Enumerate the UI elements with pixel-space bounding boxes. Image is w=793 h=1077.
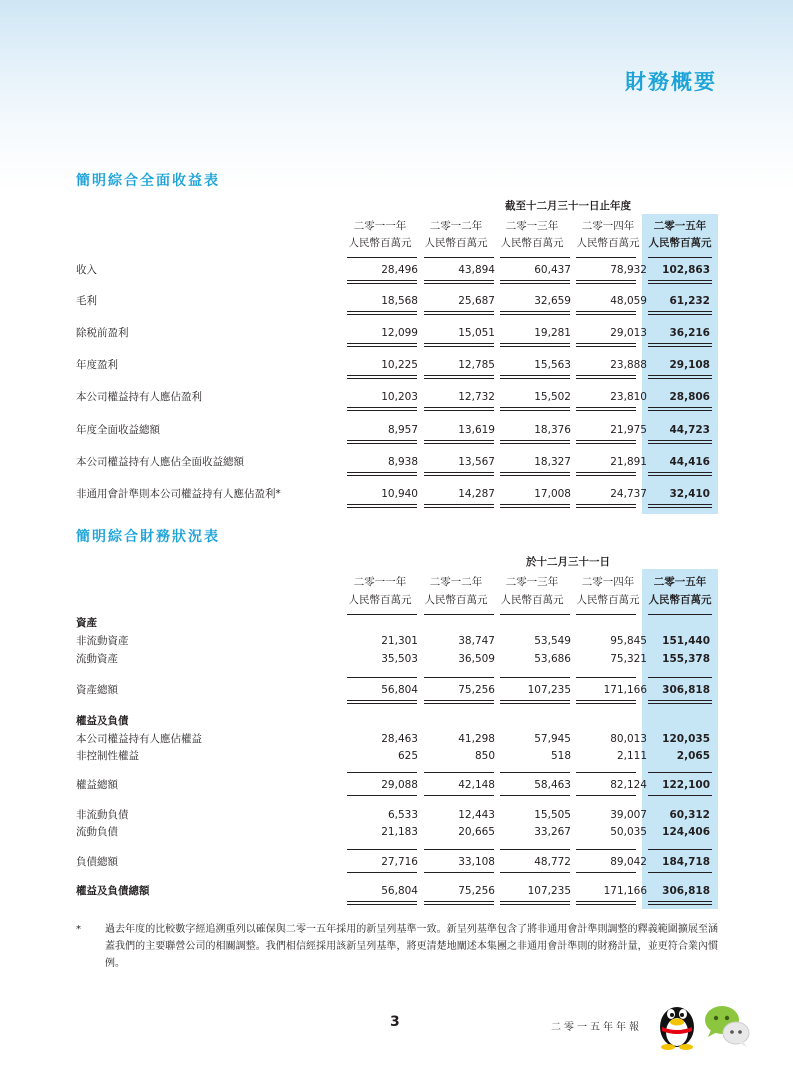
rule [347,677,417,678]
double-rule [648,504,712,508]
double-rule [500,700,570,704]
equity-liab-heading-row [76,714,718,728]
balance-section-title: 簡明綜合財務狀況表 [76,529,220,545]
income-period: 截至十二月三十一日止年度 [505,200,631,212]
year-2012: 二零一二年 [429,220,483,232]
table-row [76,652,718,666]
value-cell: 60,312 [669,809,710,821]
double-rule [347,504,417,508]
rule [648,772,712,773]
table-row [76,358,718,372]
value-cell: 53,686 [534,653,571,665]
page-title: 財務概要 [625,70,717,94]
double-rule [576,440,636,444]
unit-label: 人民幣百萬元 [576,594,640,606]
year-2013: 二零一三年 [505,576,559,588]
value-cell: 184,718 [662,856,710,868]
double-rule [648,280,712,284]
value-cell: 306,818 [662,885,710,897]
value-cell: 44,416 [669,456,710,468]
value-cell: 15,563 [534,359,571,371]
row-label: 非流動資產 [76,635,129,647]
value-cell: 25,687 [458,295,495,307]
value-cell: 18,568 [381,295,418,307]
table-row [76,487,718,501]
rule [648,614,712,615]
value-cell: 8,957 [387,424,418,436]
double-rule [500,440,570,444]
double-rule [648,440,712,444]
value-cell: 20,665 [458,826,495,838]
double-rule [424,343,494,347]
rule [424,872,494,873]
double-rule [424,504,494,508]
row-label: 毛利 [76,295,97,307]
row-label: 年度全面收益總額 [76,424,160,436]
rule [500,772,570,773]
value-cell: 19,281 [534,327,571,339]
table-row [76,634,718,648]
row-label: 權益總額 [76,779,118,791]
value-cell: 57,945 [534,733,571,745]
double-rule [424,700,494,704]
balance-year-header [76,575,718,589]
table-row [76,423,718,437]
income-year-header [76,219,718,233]
table-row [76,683,718,697]
value-cell: 39,007 [610,809,647,821]
value-cell: 28,496 [381,264,418,276]
value-cell: 75,256 [458,684,495,696]
row-label: 流動資產 [76,653,118,665]
value-cell: 44,723 [669,424,710,436]
double-rule [347,280,417,284]
year-2014: 二零一四年 [581,576,635,588]
double-rule [576,901,636,905]
value-cell: 29,013 [610,327,647,339]
table-row [76,294,718,308]
double-rule [648,901,712,905]
table-row [76,326,718,340]
value-cell: 21,301 [381,635,418,647]
value-cell: 28,806 [669,391,710,403]
double-rule [424,440,494,444]
row-label: 年度盈利 [76,359,118,371]
year-2011: 二零一一年 [353,576,407,588]
value-cell: 56,804 [381,885,418,897]
double-rule [500,504,570,508]
value-cell: 58,463 [534,779,571,791]
income-section-title: 簡明綜合全面收益表 [76,173,220,189]
table-row [76,263,718,277]
value-cell: 102,863 [662,264,710,276]
unit-label: 人民幣百萬元 [348,237,412,249]
rule [500,872,570,873]
value-cell: 23,888 [610,359,647,371]
double-rule [424,375,494,379]
value-cell: 53,549 [534,635,571,647]
rule [648,257,712,258]
table-row [76,884,718,898]
double-rule [500,901,570,905]
value-cell: 89,042 [610,856,647,868]
double-rule [347,901,417,905]
value-cell: 18,327 [534,456,571,468]
income-unit-header [76,236,718,250]
unit-label: 人民幣百萬元 [500,237,564,249]
unit-label: 人民幣百萬元 [500,594,564,606]
double-rule [424,280,494,284]
row-label: 負債總額 [76,856,118,868]
value-cell: 36,509 [458,653,495,665]
rule [347,614,417,615]
value-cell: 32,659 [534,295,571,307]
value-cell: 36,216 [669,327,710,339]
double-rule [500,375,570,379]
value-cell: 8,938 [387,456,418,468]
value-cell: 38,747 [458,635,495,647]
value-cell: 75,256 [458,885,495,897]
double-rule [500,311,570,315]
value-cell: 42,148 [458,779,495,791]
rule [347,849,417,850]
double-rule [500,407,570,411]
rule [347,795,417,796]
row-label: 除税前盈利 [76,327,129,339]
value-cell: 107,235 [527,684,571,696]
value-cell: 10,940 [381,488,418,500]
double-rule [576,472,636,476]
value-cell: 95,845 [610,635,647,647]
double-rule [576,407,636,411]
row-label: 權益及負債總額 [76,885,150,897]
value-cell: 21,975 [610,424,647,436]
value-cell: 41,298 [458,733,495,745]
double-rule [576,343,636,347]
value-cell: 625 [397,750,418,762]
row-label: 本公司權益持有人應佔全面收益總額 [76,456,244,468]
double-rule [347,440,417,444]
rule [424,257,494,258]
rule [648,677,712,678]
value-cell: 155,378 [662,653,710,665]
value-cell: 12,443 [458,809,495,821]
row-label: 非通用會計準則本公司權益持有人應佔盈利* [76,488,281,500]
value-cell: 124,406 [662,826,710,838]
row-label: 非控制性權益 [76,750,139,762]
value-cell: 35,503 [381,653,418,665]
double-rule [648,375,712,379]
unit-label: 人民幣百萬元 [424,594,488,606]
value-cell: 33,267 [534,826,571,838]
row-label: 本公司權益持有人應佔權益 [76,733,202,745]
rule [648,872,712,873]
unit-label: 人民幣百萬元 [348,594,412,606]
value-cell: 13,567 [458,456,495,468]
value-cell: 171,166 [603,885,647,897]
table-row [76,825,718,839]
double-rule [500,280,570,284]
wechat-icon [703,1003,751,1049]
rule [576,677,636,678]
row-label: 資產總額 [76,684,118,696]
value-cell: 27,716 [381,856,418,868]
double-rule [347,407,417,411]
double-rule [576,504,636,508]
value-cell: 29,108 [669,359,710,371]
value-cell: 48,772 [534,856,571,868]
value-cell: 18,376 [534,424,571,436]
year-2012: 二零一二年 [429,576,483,588]
year-2015: 二零一五年 [653,576,707,588]
rule [500,614,570,615]
rule [424,677,494,678]
double-rule [500,343,570,347]
value-cell: 56,804 [381,684,418,696]
table-row [76,455,718,469]
row-label: 收入 [76,264,97,276]
value-cell: 48,059 [610,295,647,307]
rule [424,614,494,615]
double-rule [424,311,494,315]
value-cell: 13,619 [458,424,495,436]
rule [500,849,570,850]
qq-penguin-icon [653,997,701,1051]
value-cell: 171,166 [603,684,647,696]
year-2011: 二零一一年 [353,220,407,232]
rule [576,614,636,615]
double-rule [576,700,636,704]
double-rule [347,472,417,476]
double-rule [648,700,712,704]
value-cell: 50,035 [610,826,647,838]
unit-label: 人民幣百萬元 [576,237,640,249]
footnote [76,921,718,972]
rule [347,257,417,258]
assets-heading-row [76,616,718,630]
value-cell: 306,818 [662,684,710,696]
rule [576,257,636,258]
value-cell: 122,100 [662,779,710,791]
value-cell: 12,785 [458,359,495,371]
rule [424,795,494,796]
double-rule [576,311,636,315]
rule [424,849,494,850]
value-cell: 15,051 [458,327,495,339]
value-cell: 120,035 [662,733,710,745]
value-cell: 21,891 [610,456,647,468]
rule [500,257,570,258]
value-cell: 17,008 [534,488,571,500]
value-cell: 6,533 [387,809,418,821]
value-cell: 23,810 [610,391,647,403]
double-rule [648,311,712,315]
double-rule [424,901,494,905]
table-row [76,778,718,792]
table-row [76,808,718,822]
value-cell: 850 [474,750,495,762]
year-2013: 二零一三年 [505,220,559,232]
rule [424,772,494,773]
unit-label: 人民幣百萬元 [648,594,712,606]
table-row [76,390,718,404]
rule [648,849,712,850]
value-cell: 29,088 [381,779,418,791]
value-cell: 12,732 [458,391,495,403]
table-row [76,749,718,763]
value-cell: 43,894 [458,264,495,276]
row-label: 非流動負債 [76,809,129,821]
footnote-mark: * [76,924,81,935]
rule [347,772,417,773]
double-rule [347,375,417,379]
value-cell: 24,737 [610,488,647,500]
double-rule [648,343,712,347]
value-cell: 12,099 [381,327,418,339]
value-cell: 28,463 [381,733,418,745]
balance-unit-header [76,593,718,607]
table-row [76,732,718,746]
value-cell: 107,235 [527,885,571,897]
year-2015: 二零一五年 [653,220,707,232]
double-rule [424,407,494,411]
double-rule [347,700,417,704]
value-cell: 151,440 [662,635,710,647]
unit-label: 人民幣百萬元 [424,237,488,249]
value-cell: 14,287 [458,488,495,500]
value-cell: 78,932 [610,264,647,276]
value-cell: 80,013 [610,733,647,745]
balance-period: 於十二月三十一日 [526,556,610,568]
year-2014: 二零一四年 [581,220,635,232]
row-label: 流動負債 [76,826,118,838]
footnote-text: 過去年度的比較數字經追溯重列以確保與二零一五年採用的新呈列基準一致。新呈列基準包含了將非通用會計準則調整的釋義範圍擴展至涵蓋我們的主要聯營公司的相關調整。我們相信經採用該新呈列基準，將更清楚地闡述本集團之非通用會計準則的財務計量，並更符合業內慣例。 [105,924,718,969]
double-rule [424,472,494,476]
value-cell: 21,183 [381,826,418,838]
value-cell: 32,410 [669,488,710,500]
value-cell: 60,437 [534,264,571,276]
value-cell: 10,203 [381,391,418,403]
rule [347,872,417,873]
rule [576,772,636,773]
value-cell: 10,225 [381,359,418,371]
row-label: 本公司權益持有人應佔盈利 [76,391,202,403]
double-rule [576,280,636,284]
double-rule [648,472,712,476]
value-cell: 15,505 [534,809,571,821]
value-cell: 15,502 [534,391,571,403]
rule [500,677,570,678]
value-cell: 518 [550,750,571,762]
value-cell: 82,124 [610,779,647,791]
value-cell: 61,232 [669,295,710,307]
rule [500,795,570,796]
double-rule [347,343,417,347]
rule [576,795,636,796]
assets-heading: 資產 [76,617,97,629]
page-number: 3 [390,1014,400,1030]
double-rule [500,472,570,476]
rule [576,849,636,850]
value-cell: 75,321 [610,653,647,665]
table-row [76,855,718,869]
value-cell: 2,065 [676,750,710,762]
unit-label: 人民幣百萬元 [648,237,712,249]
equity-liab-heading: 權益及負債 [76,715,129,727]
double-rule [347,311,417,315]
rule [648,795,712,796]
double-rule [648,407,712,411]
value-cell: 2,111 [616,750,647,762]
report-title: 二零一五年年報 [551,1022,642,1033]
rule [576,872,636,873]
value-cell: 33,108 [458,856,495,868]
double-rule [576,375,636,379]
